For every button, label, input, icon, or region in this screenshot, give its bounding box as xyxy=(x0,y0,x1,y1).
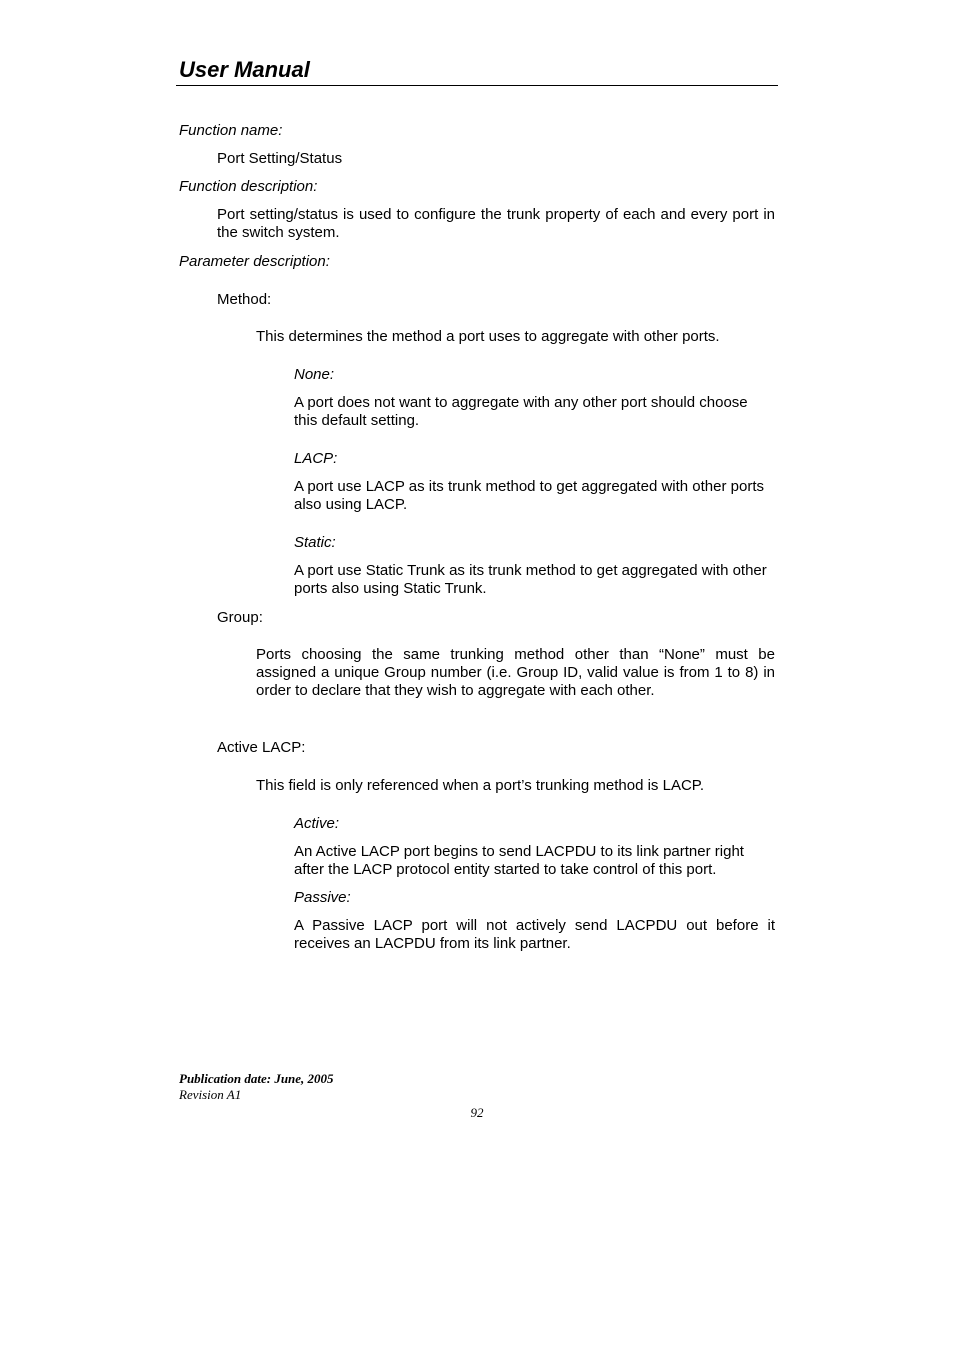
function-description-label: Function description: xyxy=(179,178,318,195)
group-label: Group: xyxy=(217,609,263,626)
method-option-none-name: None: xyxy=(294,366,335,383)
active-lacp-option-passive-text: A Passive LACP port will not actively send LACPDU out before it receives an LACPDU from its link partner. xyxy=(294,917,775,952)
active-lacp-option-active-name: Active: xyxy=(294,815,340,832)
footer-revision: Revision A1 xyxy=(179,1087,242,1102)
page-header-title: User Manual xyxy=(179,57,310,82)
active-lacp-text: This field is only referenced when a port’s trunking method is LACP. xyxy=(256,777,705,794)
page-number: 92 xyxy=(470,1105,484,1120)
method-option-static-text: A port use Static Trunk as its trunk method to get aggregated with other ports also using Static Trunk. xyxy=(294,562,767,597)
parameter-description-label: Parameter description: xyxy=(179,253,330,270)
active-lacp-label: Active LACP: xyxy=(217,739,306,756)
function-name-label: Function name: xyxy=(179,122,283,139)
method-option-lacp-text: A port use LACP as its trunk method to get aggregated with other ports also using LACP. xyxy=(294,478,764,513)
method-label: Method: xyxy=(217,291,272,308)
header-rule xyxy=(176,85,778,86)
function-description-text: Port setting/status is used to configure the trunk property of each and every port in the switch system. xyxy=(217,206,775,241)
method-option-static-name: Static: xyxy=(294,534,336,551)
active-lacp-option-passive-name: Passive: xyxy=(294,889,351,906)
method-text: This determines the method a port uses to aggregate with other ports. xyxy=(256,328,720,345)
group-text: Ports choosing the same trunking method other than “None” must be assigned a unique Group number (i.e. Group ID, valid value is from 1 to 8) in order to declare that they wish to aggregate with each other. xyxy=(256,646,775,699)
footer-publication-date: Publication date: June, 2005 xyxy=(179,1071,334,1086)
function-name-value: Port Setting/Status xyxy=(217,150,343,167)
active-lacp-option-active-text: An Active LACP port begins to send LACPDU to its link partner right after the LACP protocol entity started to take control of this port. xyxy=(294,843,744,878)
method-option-lacp-name: LACP: xyxy=(294,450,338,467)
method-option-none-text: A port does not want to aggregate with any other port should choose this default setting. xyxy=(294,394,748,429)
